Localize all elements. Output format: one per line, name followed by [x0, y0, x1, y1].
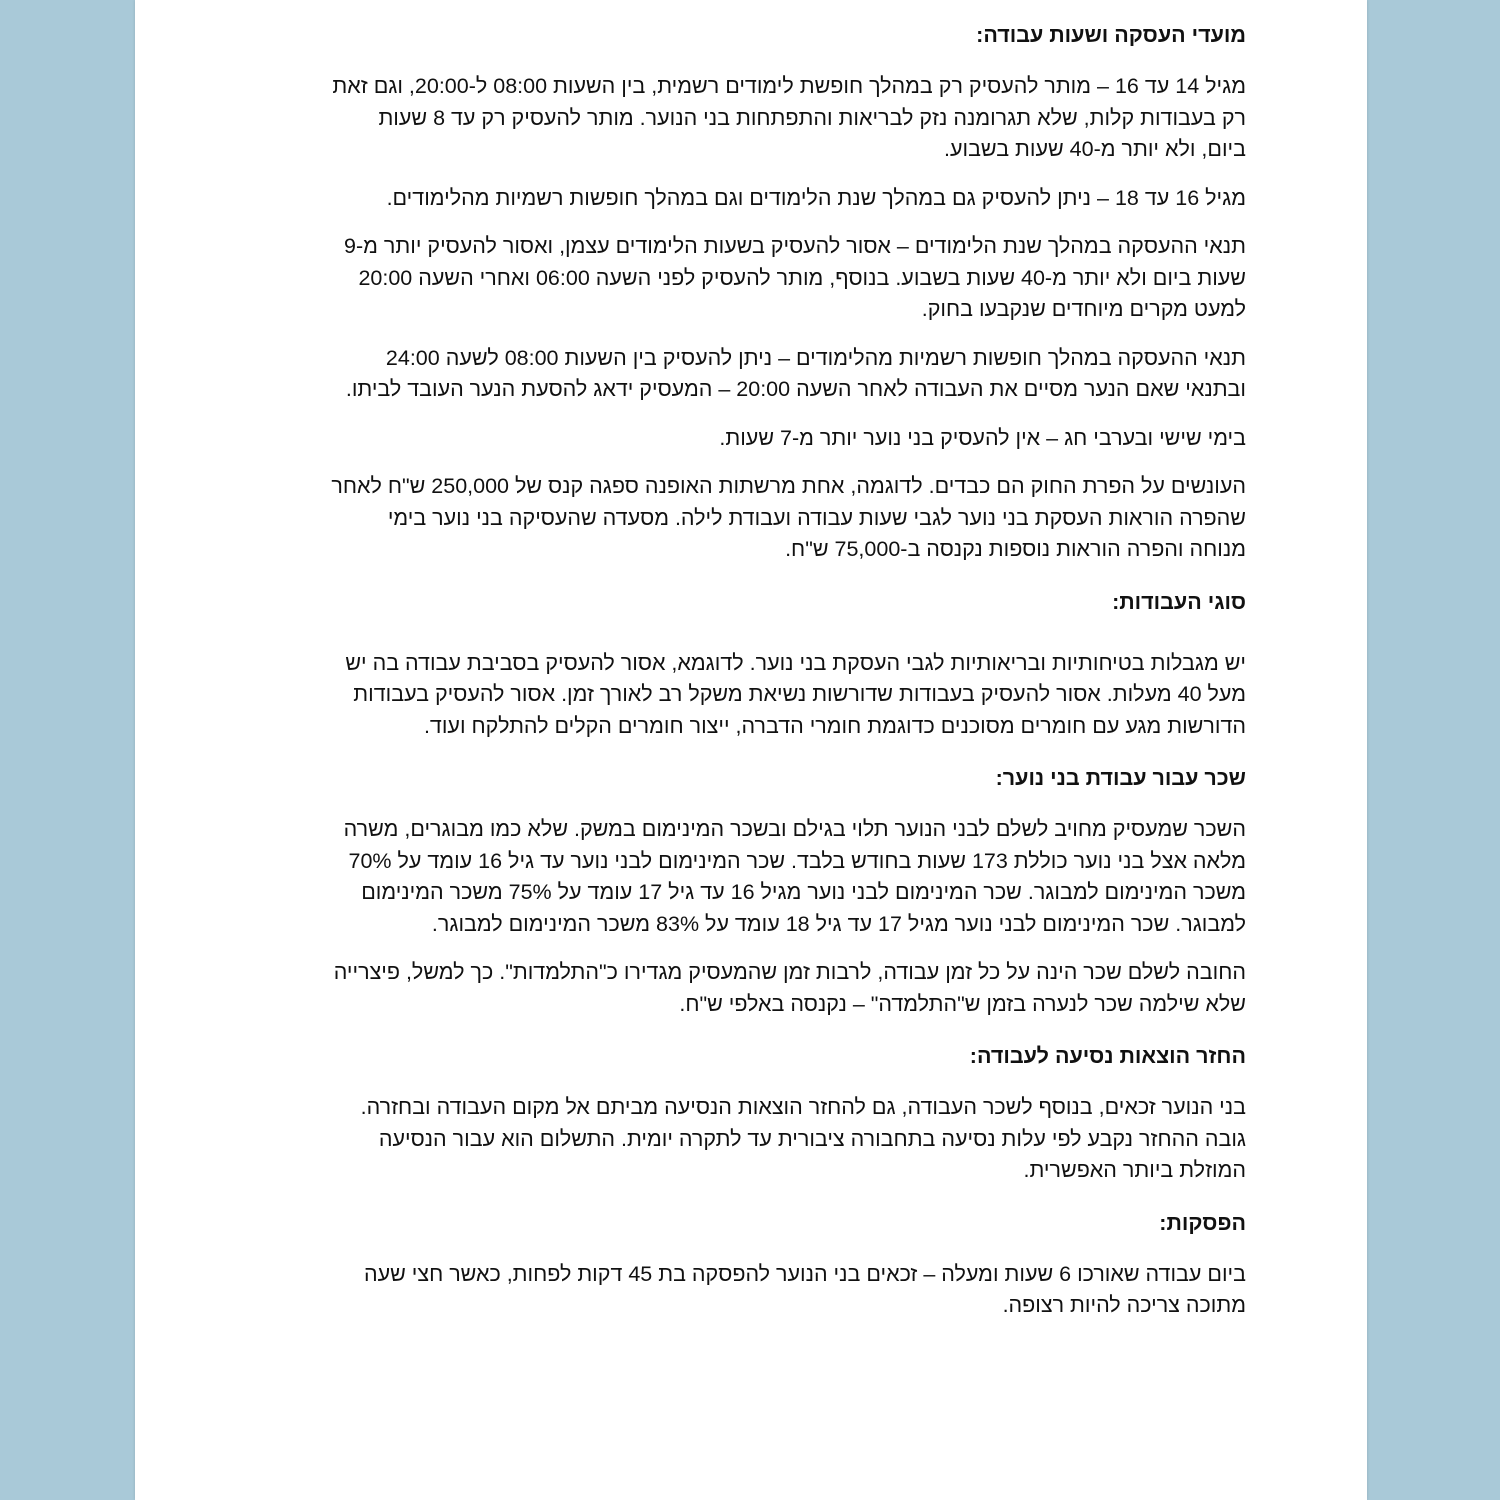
paragraph: יש מגבלות בטיחותיות ובריאותיות לגבי העסקת בני נוער. לדוגמא, אסור להעסיק בסביבת עבודה בה יש מעל 40 מעלות. אסור להעסיק בעבודות שדורשות נשיאת משקל רב לאורך זמן. אסור להעסיק בעבודות הדורשות מגע עם חומרים מסוכנים כדוגמת חומרי הדברה, ייצור חומרים הקלים להתלקח ועוד.	[345, 650, 1246, 738]
section-heading-employment-hours: מועדי העסקה ושעות עבודה:	[976, 23, 1246, 47]
paragraph: תנאי ההעסקה במהלך שנת הלימודים – אסור להעסיק בשעות הלימודים עצמן, ואסור להעסיק יותר מ-9 שעות ביום ולא יותר מ-40 שעות בשבוע. בנוסף, מותר להעסיק לפני השעה 06:00 ואחרי השעה 20:00 למעט מקרים מיוחדים שנקבעו בחוק.	[344, 234, 1246, 321]
section-heading-breaks: הפסקות:	[1159, 1210, 1246, 1235]
section-heading-job-types: סוגי העבודות:	[1112, 589, 1246, 614]
paragraph: תנאי ההעסקה במהלך חופשות רשמיות מהלימודים – ניתן להעסיק בין השעות 08:00 לשעה 24:00 ובתנאי שאם הנער מסיים את העבודה לאחר השעה 20:00 – המעסיק ידאג להסעת הנער העובד לביתו.	[345, 345, 1246, 401]
section-heading-travel-expenses: החזר הוצאות נסיעה לעבודה:	[969, 1044, 1246, 1068]
paragraph: מגיל 14 עד 16 – מותר להעסיק רק במהלך חופשת לימודים רשמית, בין השעות 08:00 ל-20:00, וגם זאת רק בעבודות קלות, שלא תגרומנה נזק לבריאות והתפתחות בני הנוער. מותר להעסיק רק עד 8 שעות ביום, ולא יותר מ-40 שעות בשבוע.	[332, 74, 1246, 161]
paragraph: מגיל 16 עד 18 – ניתן להעסיק גם במהלך שנת הלימודים וגם במהלך חופשות רשמיות מהלימודים.	[386, 185, 1246, 210]
document-content	[330, 16, 1246, 1339]
document-page	[135, 0, 1367, 1500]
paragraph: בימי שישי ובערבי חג – אין להעסיק בני נוער יותר מ-7 שעות.	[719, 425, 1246, 450]
paragraph: החובה לשלם שכר הינה על כל זמן עבודה, לרבות זמן שהמעסיק מגדירו כ"התלמדות". כך למשל, פיצרייה שלא שילמה שכר לנערה בזמן ש"התלמדה" – נקנסה באלפי ש"ח.	[333, 960, 1246, 1016]
paragraph: בני הנוער זכאים, בנוסף לשכר העבודה, גם להחזר הוצאות הנסיעה מביתם אל מקום העבודה ובחזרה. גובה ההחזר נקבע לפי עלות נסיעה בתחבורה ציבורית עד לתקרה יומית. התשלום הוא עבור הנסיעה המוזלת ביותר האפשרית.	[360, 1095, 1246, 1182]
paragraph: ביום עבודה שאורכו 6 שעות ומעלה – זכאים בני הנוער להפסקה בת 45 דקות לפחות, כאשר חצי שעה מתוכה צריכה להיות רצופה.	[363, 1261, 1246, 1317]
paragraph: השכר שמעסיק מחויב לשלם לבני הנוער תלוי בגילם ובשכר המינימום במשק. שלא כמו מבוגרים, משרה מלאה אצל בני נוער כוללת 173 שעות בחודש בלבד. שכר המינימום לבני נוער עד גיל 16 עומד על 70% משכר המינימום למבוגר. שכר המינימום לבני נוער מגיל 16 עד גיל 17 עומד על 75% משכר המינימום למבוגר. שכר המינימום לבני נוער מגיל 17 עד גיל 18 עומד על 83% משכר המינימום למבוגר.	[343, 817, 1246, 936]
paragraph: העונשים על הפרת החוק הם כבדים. לדוגמה, אחת מרשתות האופנה ספגה קנס של 250,000 ש"ח לאחר שהפרה הוראות העסקת בני נוער לגבי שעות עבודה ועבודת לילה. מסעדה שהעסיקה בני נוער בימי מנוחה והפרה הוראות נוספות נקנסה ב-75,000 ש"ח.	[331, 474, 1246, 561]
section-heading-wages: שכר עבור עבודת בני נוער:	[995, 766, 1246, 790]
